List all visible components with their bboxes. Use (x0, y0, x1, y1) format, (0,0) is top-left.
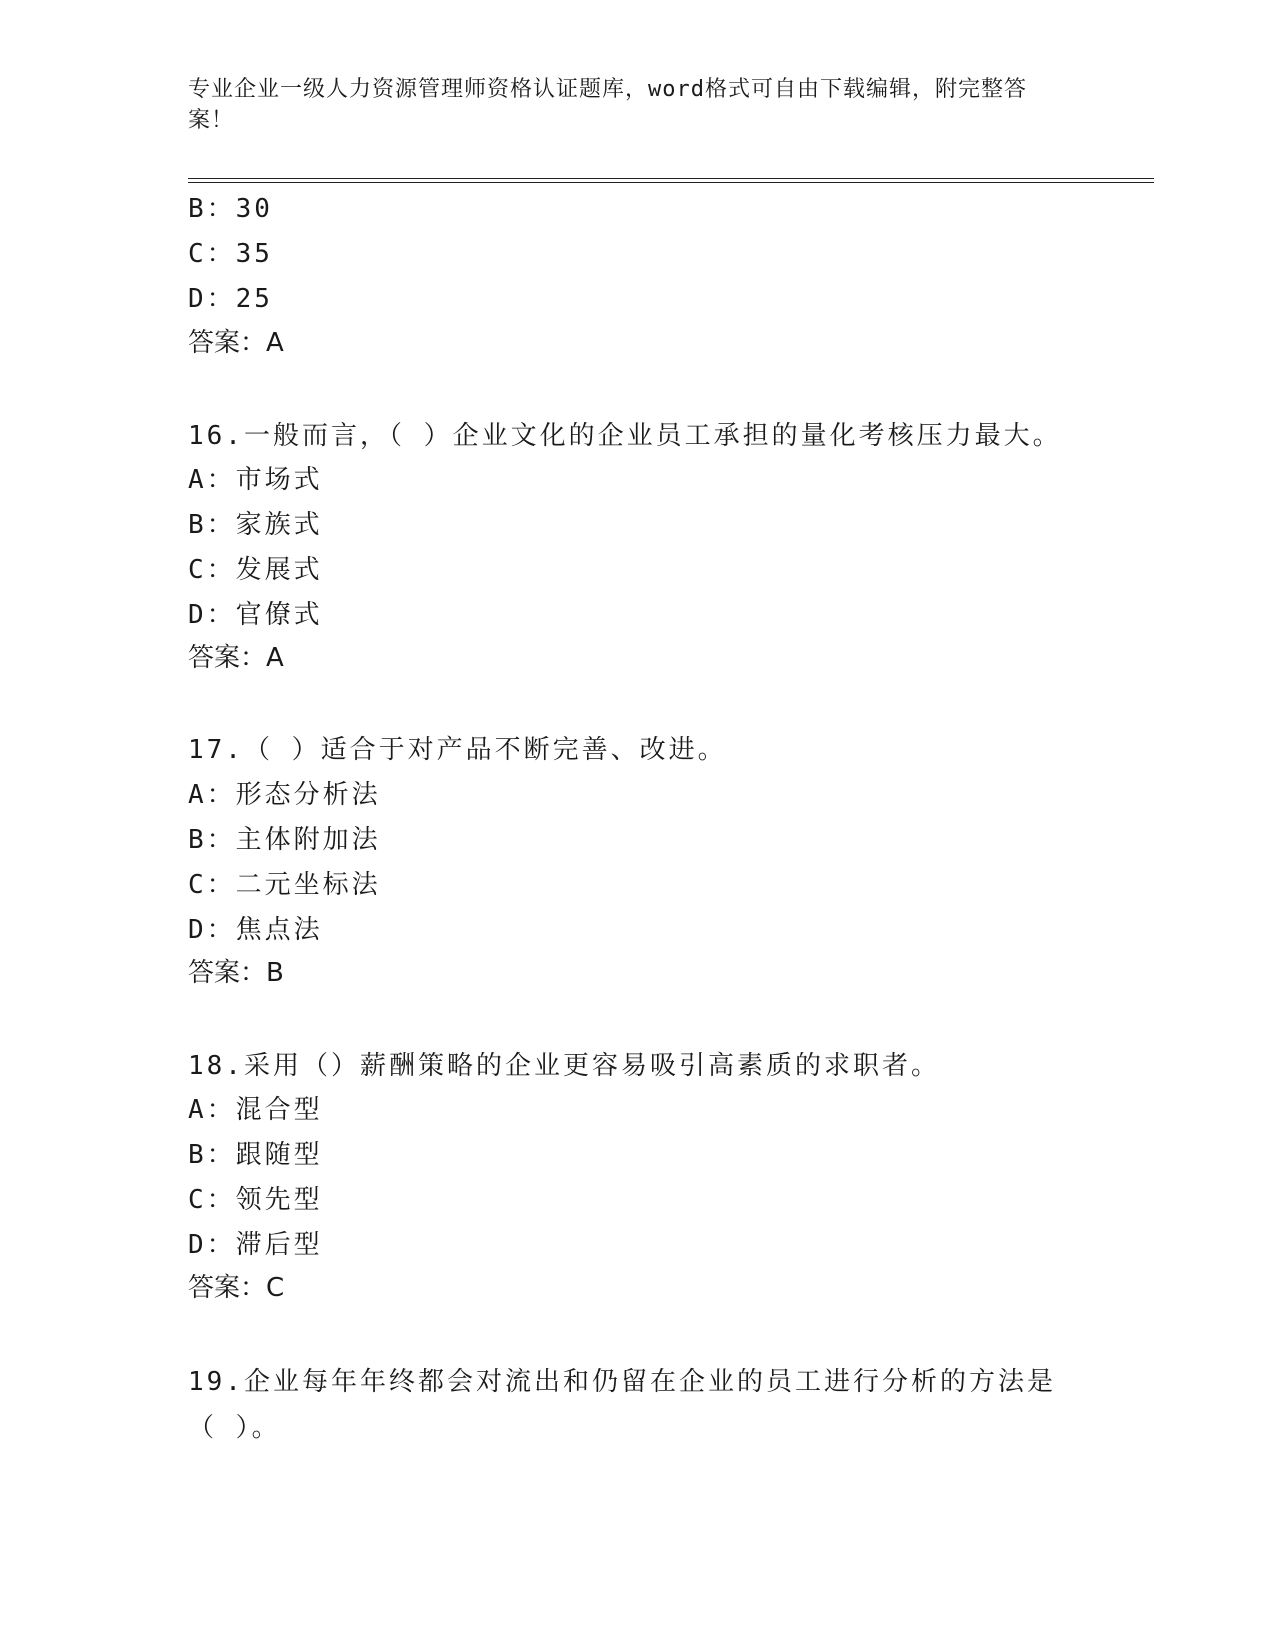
question-18-answer: 答案：C (188, 1273, 285, 1303)
answer: 答案：A (188, 328, 284, 358)
question-16-option-d: D：官僚式 (188, 600, 323, 630)
question-18-option-a: A：混合型 (188, 1095, 323, 1125)
option-c: C：35 (188, 239, 273, 269)
option-d: D：25 (188, 284, 273, 314)
option-b: B：30 (188, 194, 273, 224)
question-17-option-d: D：焦点法 (188, 915, 323, 945)
question-17-option-b: B：主体附加法 (188, 825, 381, 855)
question-16-option-a: A：市场式 (188, 465, 323, 495)
header-divider-bottom (188, 182, 1154, 183)
question-17-option-c: C：二元坐标法 (188, 870, 381, 900)
question-18-option-d: D：滞后型 (188, 1230, 323, 1260)
question-16-answer: 答案：A (188, 643, 284, 673)
question-17-stem: 17.（ ）适合于对产品不断完善、改进。 (188, 735, 727, 765)
question-17-option-a: A：形态分析法 (188, 780, 381, 810)
question-18-option-b: B：跟随型 (188, 1140, 323, 1170)
question-19-stem: 19.企业每年年终都会对流出和仍留在企业的员工进行分析的方法是（ ）。 (188, 1367, 1056, 1443)
question-18-stem: 18.采用（）薪酬策略的企业更容易吸引高素质的求职者。 (188, 1051, 940, 1081)
question-16-option-b: B：家族式 (188, 510, 323, 540)
question-18-option-c: C：领先型 (188, 1185, 323, 1215)
header-divider-top (188, 178, 1154, 179)
question-16-option-c: C：发展式 (188, 555, 323, 585)
question-16-stem: 16.一般而言，（ ）企业文化的企业员工承担的量化考核压力最大。 (188, 421, 1062, 451)
question-17-answer: 答案：B (188, 958, 284, 988)
document-header: 专业企业一级人力资源管理师资格认证题库，word格式可自由下载编辑，附完整答案！ (188, 77, 1027, 133)
